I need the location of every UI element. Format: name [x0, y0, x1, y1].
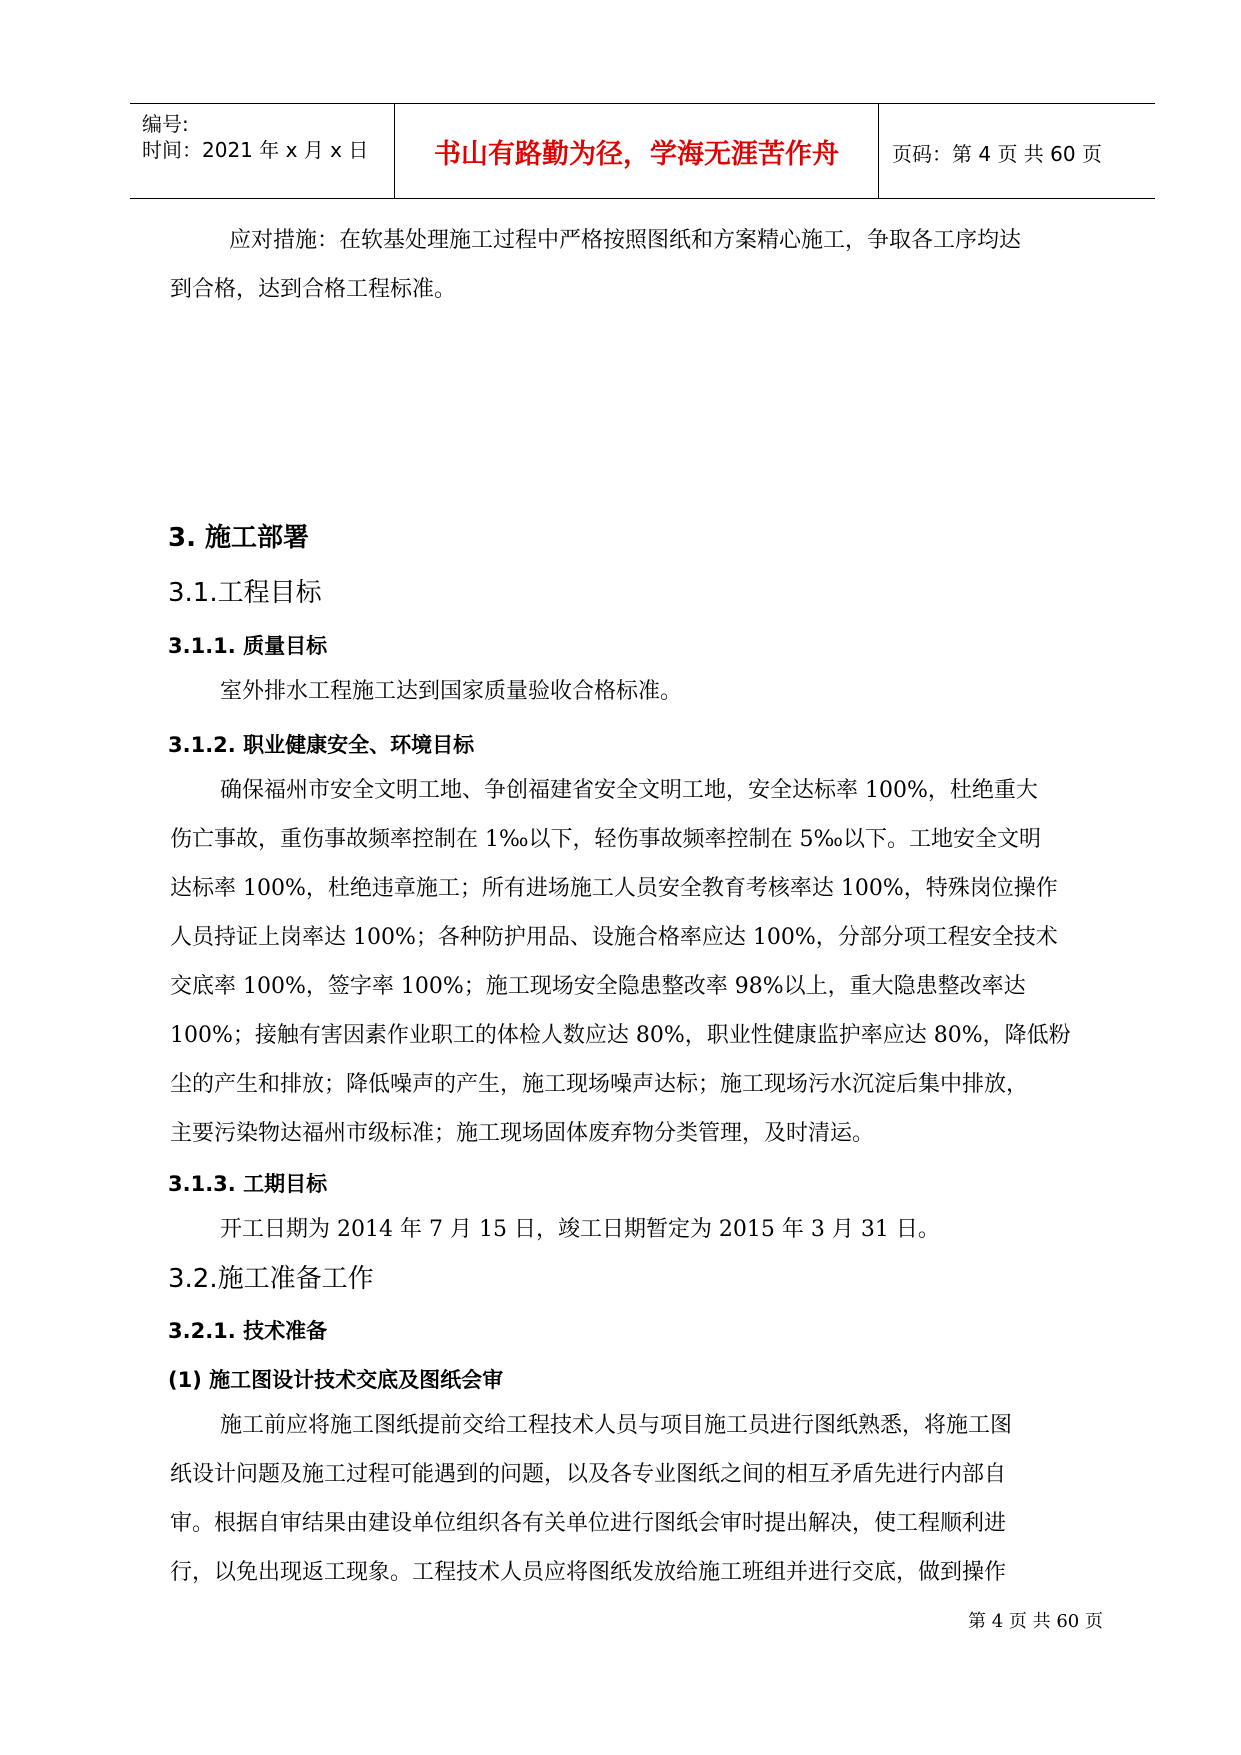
section-3-2-1-title: 3.2.1. 技术准备 — [168, 1319, 328, 1343]
section-3-1-1-text: 室外排水工程施工达到国家质量验收合格标准。 — [220, 679, 683, 704]
s312-line-2: 伤亡事故，重伤事故频率控制在 1‰以下，轻伤事故频率控制在 5‰以下。工地安全文明 — [170, 827, 1042, 852]
measures-line-1: 应对措施：在软基处理施工过程中严格按照图纸和方案精心施工，争取各工序均达 — [229, 228, 1022, 253]
page-code: 页码：第 4 页 共 60 页 — [892, 142, 1102, 166]
section-3-1-2-title: 3.1.2. 职业健康安全、环境目标 — [168, 733, 475, 757]
page-footer: 第 4 页 共 60 页 — [968, 1611, 1103, 1632]
s312-line-6: 100%；接触有害因素作业职工的体检人数应达 80%，职业性健康监护率应达 80%，降低粉 — [170, 1023, 1071, 1048]
header-motto-cell — [395, 104, 879, 198]
page-header — [130, 103, 1155, 199]
item1-line-3: 审。根据自审结果由建设单位组织各有关单位进行图纸会审时提出解决，使工程顺利进 — [170, 1511, 1007, 1536]
section-3-title: 3. 施工部署 — [168, 523, 310, 553]
measures-line-2: 到合格，达到合格工程标准。 — [170, 277, 457, 302]
section-3-1-3-text: 开工日期为 2014 年 7 月 15 日，竣工日期暂定为 2015 年 3 月 31 日。 — [220, 1217, 940, 1242]
section-3-1-3-title: 3.1.3. 工期目标 — [168, 1172, 328, 1196]
section-3-2-title: 3.2.施工准备工作 — [168, 1264, 374, 1294]
item1-line-4: 行，以免出现返工现象。工程技术人员应将图纸发放给施工班组并进行交底，做到操作 — [170, 1560, 1007, 1585]
s312-line-8: 主要污染物达福州市级标准；施工现场固体废弃物分类管理，及时清运。 — [170, 1121, 875, 1146]
item1-line-2: 纸设计问题及施工过程可能遇到的问题，以及各专业图纸之间的相互矛盾先进行内部自 — [170, 1462, 1007, 1487]
motto: 书山有路勤为径，学海无涯苦作舟 — [434, 139, 839, 170]
header-page-cell — [880, 104, 1155, 198]
serial-label: 编号: — [142, 112, 189, 136]
s312-line-3: 达标率 100%，杜绝违章施工；所有进场施工人员安全教育考核率达 100%，特殊岗位操作 — [170, 876, 1058, 901]
s312-line-1: 确保福州市安全文明工地、争创福建省安全文明工地，安全达标率 100%，杜绝重大 — [220, 778, 1038, 803]
time-label: 时间：2021 年 x 月 x 日 — [142, 138, 369, 162]
header-info-cell — [130, 104, 395, 198]
item-1-title: (1) 施工图设计技术交底及图纸会审 — [168, 1368, 504, 1392]
s312-line-7: 尘的产生和排放；降低噪声的产生，施工现场噪声达标；施工现场污水沉淀后集中排放， — [170, 1072, 1029, 1097]
s312-line-4: 人员持证上岗率达 100%；各种防护用品、设施合格率应达 100%，分部分项工程安全技术 — [170, 925, 1058, 950]
section-3-1-title: 3.1.工程目标 — [168, 578, 322, 608]
item1-line-1: 施工前应将施工图纸提前交给工程技术人员与项目施工员进行图纸熟悉，将施工图 — [220, 1413, 1013, 1438]
s312-line-5: 交底率 100%，签字率 100%；施工现场安全隐患整改率 98%以上，重大隐患整改率达 — [170, 974, 1026, 999]
section-3-1-1-title: 3.1.1. 质量目标 — [168, 634, 328, 658]
